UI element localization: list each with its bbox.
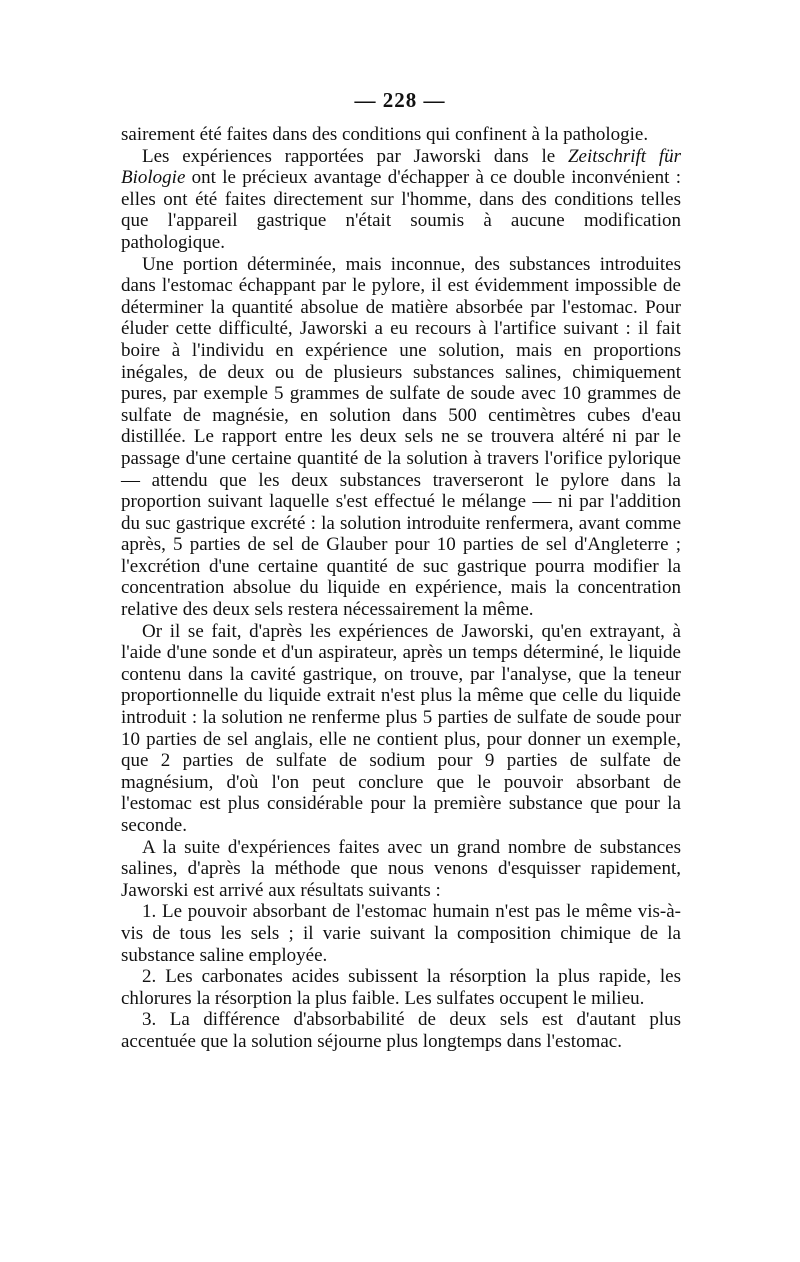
paragraph-analysis: Or il se fait, d'après les expériences de Jaworski, qu'en extrayant, à l'aide d'une sonde et d'un aspirateur, après un temps déterminé, le liquide contenu dans la cavité gastrique, on trouve, par l'analyse, que la teneur proportionnelle du liquide extrait n'est plus la même que celle du liquide introduit : la solution ne renferme plus 5 parties de sulfate de soude pour 10 parties de sel anglais, elle ne contient plus, pour donner un exemple, que 2 parties de sulfate de sodium pour 9 parties de sulfate de magnésium, d'où l'on peut conclure que le pouvoir absorbant de l'estomac est plus considérable pour la première substance que pour la seconde.: [121, 620, 681, 836]
paragraph-continuation: sairement été faites dans des conditions qui confinent à la pathologie.: [121, 124, 649, 145]
body-text: [121, 124, 681, 1053]
paragraph-results-intro: A la suite d'expériences faites avec un grand nombre de substances salines, d'après la méthode que nous venons d'esquisser rapidement, Jaworski est arrivé aux résultats suivants :: [121, 836, 681, 901]
result-item-3: 3. La différence d'absorbabilité de deux sels est d'autant plus accentuée que la solution séjourne plus longtemps dans l'estomac.: [121, 1009, 681, 1052]
paragraph-jaworski-intro: [121, 146, 681, 254]
result-item-2: 2. Les carbonates acides subissent la résorption la plus rapide, les chlorures la résorption la plus faible. Les sulfates occupent le milieu.: [121, 966, 681, 1009]
paragraph-text: Les expériences rapportées par Jaworski dans le: [142, 145, 568, 167]
paragraph-text: ont le précieux avantage d'échapper à ce double inconvénient : elles ont été faites directement sur l'homme, dans des conditions telles que l'appareil gastrique n'était soumis à aucune modification pathologique.: [121, 167, 681, 253]
paragraph-method: Une portion déterminée, mais inconnue, des substances introduites dans l'estomac échappant par le pylore, il est évidemment impossible de déterminer la quantité absolue de matière absorbée par l'estomac. Pour éluder cette difficulté, Jaworski a eu recours à l'artifice suivant : il fait boire à l'individu en expérience une solution, mais en proportions inégales, de deux ou de plusieurs substances salines, chimiquement pures, par exemple 5 grammes de sulfate de soude avec 10 grammes de sulfate de magnésie, en solution dans 500 centimètres cubes d'eau distillée. Le rapport entre les deux sels ne se trouvera altéré ni par le passage d'une certaine quantité de la solution à travers l'orifice pylorique — attendu que les deux substances traverseront le pylore dans la proportion suivant laquelle s'est effectué le mélange — ni par l'addition du suc gastrique excrété : la solution introduite renfermera, avant comme après, 5 parties de sel de Glauber pour 10 parties de sel d'Angleterre ; l'excrétion d'une certaine quantité de suc gastrique pourra modifier la concentration absolue du liquide en expérience, mais la concentration relative des deux sels restera nécessairement la même.: [121, 253, 681, 621]
page-number: — 228 —: [354, 88, 446, 112]
result-item-1: 1. Le pouvoir absorbant de l'estomac humain n'est pas le même vis-à-vis de tous les sels ; il varie suivant la composition chimique de la substance saline employée.: [121, 901, 681, 966]
journal-title: Zeitschrift für Biologie: [121, 145, 681, 189]
